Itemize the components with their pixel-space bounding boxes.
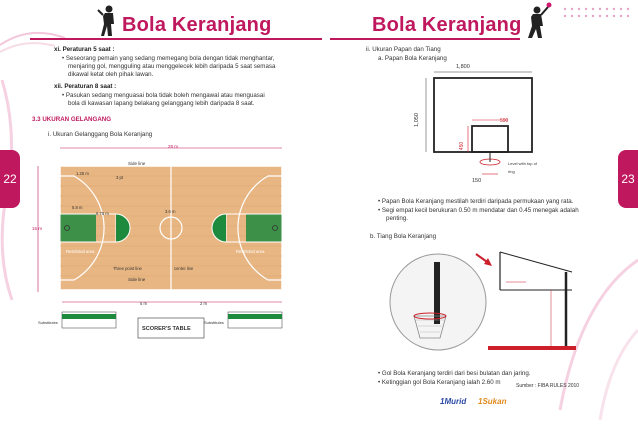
court-dimension: 1.25 m [76, 171, 89, 176]
bench-label: Substitutes [204, 320, 224, 325]
court-label: Side line [128, 161, 146, 166]
page-title: Bola Keranjang [372, 14, 522, 36]
board-dimension: 590 [500, 118, 509, 124]
bullet-text: • Papan Bola Keranjang mestilah terdiri daripada permukaan yang rata. [378, 198, 574, 205]
subsection-heading: b. Tiang Bola Keranjang [370, 233, 437, 240]
court-label: Restricted area [66, 249, 95, 254]
court-label: Restricted area [236, 249, 265, 254]
basketball-court-diagram [32, 142, 317, 348]
section-heading: 3.3 UKURAN GELANGANG [32, 116, 112, 123]
bullet-text: • Gol Bola Keranjang terdiri dari besi bulatan dan jaring. [378, 370, 531, 377]
source-credit: Sumber : FIBA RULES 2010 [516, 383, 580, 389]
logo-text: 1Murid [440, 397, 467, 406]
board-dimension: 1,800 [456, 64, 470, 70]
rule-text: • Seseorang pemain yang sedang memegang bola dengan tidak menghantar, [62, 55, 275, 62]
court-dimension: 28 m [168, 144, 179, 149]
header-divider [30, 38, 322, 40]
decorative-dots [560, 4, 638, 24]
court-dimension: 5 m [140, 301, 147, 306]
court-label: Three point line [113, 266, 142, 271]
bullet-text: • Segi empat kecil berukuran 0.50 m mendatar dan 0.45 menegak adalah [378, 207, 579, 214]
rule-text: • Pasukan sedang menguasai bola tidak boleh mengawal atau menguasai [62, 92, 265, 99]
court-dimension: 15 m [32, 226, 43, 231]
page-number: 23 [618, 150, 638, 208]
basketball-pole-diagram [376, 242, 576, 366]
court-label: 3 pt [116, 175, 123, 180]
rule-text: bola di kawasan lapang belakang gelanggang lebih daripada 8 saat. [68, 100, 255, 107]
backboard-diagram [412, 56, 562, 190]
player-silhouette-icon [96, 4, 120, 38]
court-dimension: 6.75 m [96, 211, 109, 216]
bench-label: Substitutes [38, 320, 58, 325]
court-dimension: 5.8 m [72, 205, 83, 210]
page-title: Bola Keranjang [122, 14, 272, 36]
subsection-heading: ii. Ukuran Papan dan Tiang [366, 46, 441, 53]
board-dimension: 450 [459, 141, 466, 151]
board-dimension: 1,050 [413, 113, 420, 127]
court-dimension: 3.6 m [165, 209, 176, 214]
rule-text: dikawal ketat oleh pihak lawan. [68, 71, 154, 78]
court-label: Side line [128, 277, 146, 282]
rule-heading: xii. Peraturan 8 saat : [54, 83, 117, 90]
bench-label: Team bench [38, 313, 60, 318]
subsection-heading: a. Papan Bola Keranjang [378, 55, 447, 62]
board-note: Level with top of ring [508, 161, 537, 174]
rule-text: menjaring gol, mengguling atau menggelecek lebih daripada 5 saat semasa [68, 63, 276, 70]
bullet-text: penting. [386, 215, 409, 222]
bullet-text: • Ketinggian gol Bola Keranjang ialah 2.60 m [378, 379, 501, 386]
court-label: centre line [174, 266, 194, 271]
page-number: 22 [0, 150, 20, 208]
player-silhouette-icon [524, 2, 554, 44]
board-dimension: 150 [472, 178, 482, 184]
header-divider [330, 38, 520, 40]
scorers-table-label: SCORER'S TABLE [142, 326, 191, 332]
rule-heading: xi. Peraturan 5 saat : [54, 46, 115, 53]
bench-label: Team bench [204, 313, 226, 318]
court-dimension: 2 m [200, 301, 207, 306]
logo-text: 1Sukan [478, 397, 507, 406]
subsection-heading: i. Ukuran Gelanggang Bola Keranjang [48, 131, 153, 138]
